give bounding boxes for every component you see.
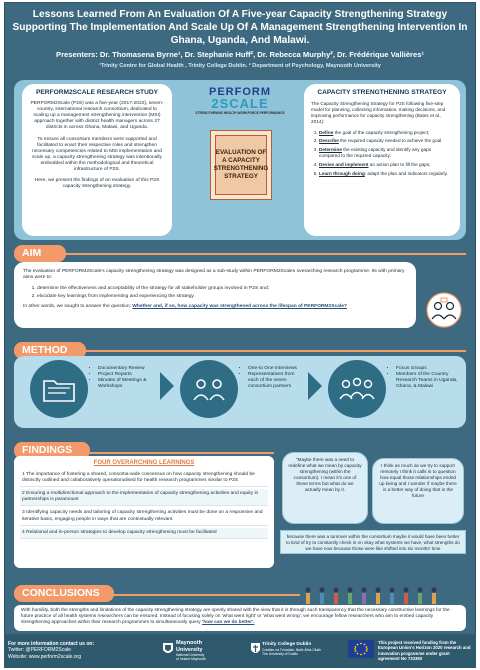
perform2scale-logo [182,86,298,115]
conclusions-divider [110,594,300,596]
aim-question-line: In other words, we sought to answer the question: Whether and, if so, how capacity was strengthened across the lifespan of PERFORM2Scale? [23,304,347,310]
people-illustration [300,586,440,606]
aim-divider [60,253,466,255]
strategy-step: 2. Describe the required capacity needed to achieve the goal [319,138,453,144]
interview-icon [191,374,227,404]
method-item: • Project Reports [98,372,152,378]
findings-divider [84,452,274,454]
strategy-step: 1. Define the goal of the capacity strengthening project; [319,130,453,136]
method-list-documents [92,366,152,390]
conclusions-question: 'how can we do better'. [202,620,255,625]
research-study-card [22,84,172,236]
quote-bubble: I think as much as we try to support remotely I think it calls in to question how equal those relationships ended up being and I wonder if maybe there is a better way of doing that in the future [372,458,464,524]
finding-item: 1 The importance of fostering a shared, consortia-wide consensus on how capacity strengthening should be distinctly outlined and collaboratively operationalised for health research programmes similar to P2S [20,470,268,487]
eu-flag-icon [348,640,374,658]
method-circle-focus-groups [328,360,386,418]
research-study-p1: PERFORM2Scale (P2S) was a five-year (2017-2022), seven-country, international research consortium, dedicated to scaling up a management strengthening intervention (MSI) approach together with district health managers across 27 districts in across Ghana, Malawi, and Uganda. [30,101,164,131]
quote-box: because there was a turnover within the consortium maybe it would have been better to kind of try to constantly check in on okay what systems we have, what strengths do we have now because those were like shifted into six months' time [280,530,466,554]
strategy-steps [311,130,453,177]
folder-document-icon [42,375,76,403]
evaluation-box [210,130,272,200]
strategy-step: 3. Determine the existing capacity and identify any gaps compared to the required capacity; [319,147,453,159]
method-list-focus-groups [390,366,462,390]
focus-group-icon [338,374,376,404]
findings-heading: FOUR OVERARCHING LEARNINGS [93,460,195,466]
finding-item: 3 Identifying capacity needs and tailoring of capacity strengthening activities must be done on a responsive and iterative basis, engaging people in ways that are contextually relevant [20,508,268,525]
eu-funding-notice: This project received funding from the European Union's Horizon 2020 research and innovation programme under grant agreement No 733360 [378,640,471,662]
website-link[interactable]: Website: www.perform2scale.org [8,653,81,660]
contact-info [8,641,94,660]
maynooth-crest-icon [162,642,174,656]
center-logo-block [182,86,298,236]
strategy-step: 5. Learn through doing: adapt the plan and indicators regularly. [319,171,453,177]
method-item: • Documentary Review [98,366,152,372]
method-item: • Representatives from each of the seven consortium partners [248,372,304,390]
aim-item: 2. elucidate key learnings from implementing and experiencing the strategy. [37,294,407,300]
trinity-logo: Trinity College Dublin Coláiste na Tríonóide, Baile Átha Cliath The University of Dublin [262,642,321,656]
trinity-crest-icon [250,642,261,656]
quote-bubble: "Maybe there was a need to redefine what we mean by capacity strengthening (within the consortium). I mean it's one of these terms but what do we actually mean by it. [282,452,368,524]
method-arrow [308,372,322,400]
aim-item: 1. determine the effectiveness and acceptability of the strategy for all stakeholder groups involved in P2S and; [37,286,407,292]
method-divider [80,350,466,352]
aim-tab: AIM [14,245,66,262]
strategy-intro: The Capacity Strengthening Strategy for P2S following five-step model for planning, collecting information, making decisions, and improving performance for capacity strengthening (Bates et al., 2014): [311,100,446,124]
finding-item: 2 Ensuring a multidirectional approach to the implementation of capacity strengthening activities and equity in partnerships is paramount [20,489,268,506]
aim-card [14,262,416,328]
method-item: • Minutes of Meetings & Workshops [98,378,152,390]
aim-list [23,286,407,301]
method-list-interviews [242,366,304,390]
logo-tagline: STRENGTHENING HEALTH WORKFORCE PERFORMANCE [195,111,285,115]
method-circle-documents [30,360,88,418]
maynooth-logo: Maynooth University National University of Ireland Maynooth [176,640,206,661]
method-tab: METHOD [14,342,86,359]
finding-item: 4 Relational and in-person strategies to develop capacity strengthening must be facilitated [20,528,268,539]
research-study-heading: PERFORM2SCALE RESEARCH STUDY [36,89,158,96]
strategy-step: 4. Devise and implement an action plan to fill the gaps; [319,162,453,168]
logo-line1: PERFORM [209,86,271,98]
conclusions-card [14,605,466,631]
affiliations: ¹Trinity Centre for Global Health , Trinity College Dublin. ² Department of Psychology, Maynooth University [99,63,381,69]
presenters: Presenters: Dr. Thomasena Byrne¹, Dr. Stephanie Huff², Dr. Rebecca Murphy², Dr. Frédérique Vallières¹ [56,50,424,59]
research-study-p2: To ensure all consortium members were supported and facilitated to enact their respective roles and strengthen necessary competencies related to MSI implementation and scale up, a capacity strengthening strategy was intentionally embedded within the methodological and theoretical infrastructure of P2S. [32,136,162,173]
poster-title: Lessons Learned From An Evaluation Of A Five-year Capacity Strengthening Strategy Supporting The Implementation And Scale Up Of A Management Strengthening Intervention In Ghana, Uganda, And Malawi. [12,9,468,46]
research-study-p3: Here, we present the findings of an evaluation of this P2S capacity strengthening strategy. [34,178,160,190]
strategy-heading: CAPACITY STRENGTHENING STRATEGY [317,89,447,96]
logo-line2: 2SCALE [211,96,269,111]
method-item: • Members of the Country Research Teams in Uganda, Ghana, & Malawi [396,372,462,390]
strategy-card [304,84,460,236]
contact-label: For more information contact us on: [8,641,95,647]
conclusions-text: With humility, both the strengths and limitations of the capacity strengthening strategy are openly shared with the view that it is through such transparency that the necessary constructive learnings for the future practice of all health systems researchers can be ensured. Instead of focusing solely on 'what went right' or 'what went wrong', we encourage fellow researchers who aim to embed capacity strengthening approaches within their research programmes to simultaneously query [21,608,450,625]
conclusions-tab: CONCLUSIONS [14,585,114,602]
method-item: • Focus Groups [396,366,462,372]
aim-intro: The evaluation of PERFORM2Scale's capacity strengthening strategy was designed as a sub-study within PERFORM2Scales overarching research programme. Its with primary aims were to: [23,269,405,281]
evaluation-box-text: EVALUATION OF A CAPACITY STRENGTHENING STRATEGY [215,135,267,195]
method-arrow [160,372,174,400]
method-circle-interviews [180,360,238,418]
method-item: • One-to One Interviews [248,366,304,372]
team-people-icon [426,292,462,328]
aim-question: Whether and, if so, how capacity was strengthened across the lifespan of PERFORM2Scale? [132,304,347,310]
findings-card [14,456,274,568]
findings-tab: FINDINGS [14,442,90,459]
twitter-link[interactable]: Twitter: @PERFORM2Scale [8,647,71,654]
